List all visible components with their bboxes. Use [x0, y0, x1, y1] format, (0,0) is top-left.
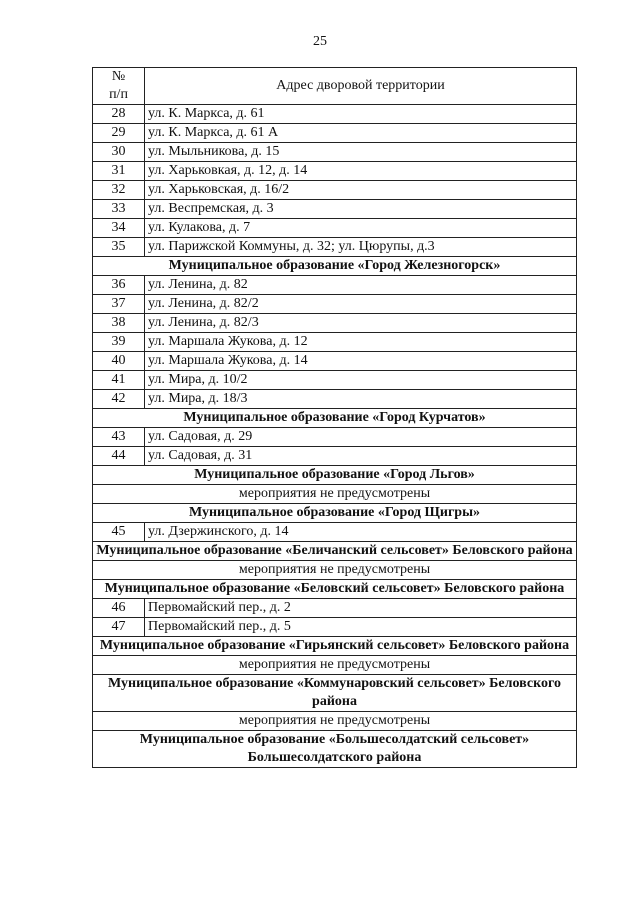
note-row [93, 561, 577, 580]
page-number: 25 [313, 34, 327, 49]
section-header-row [93, 409, 577, 428]
table-row [93, 295, 577, 314]
no-activities-note: мероприятия не предусмотрены [93, 561, 577, 580]
row-address: ул. Ленина, д. 82/3 [145, 314, 577, 333]
row-address: Первомайский пер., д. 2 [145, 599, 577, 618]
table-row [93, 599, 577, 618]
note-row [93, 712, 577, 731]
row-number: 37 [93, 295, 145, 314]
municipality-title: Муниципальное образование «Коммунаровский сельсовет» Беловского района [93, 675, 577, 712]
row-address: ул. Садовая, д. 29 [145, 428, 577, 447]
row-number: 42 [93, 390, 145, 409]
table-row [93, 447, 577, 466]
row-number: 28 [93, 105, 145, 124]
section-header-row [93, 637, 577, 656]
table-row [93, 428, 577, 447]
row-address: ул. Харьковкая, д. 12, д. 14 [145, 162, 577, 181]
table-row [93, 181, 577, 200]
row-address: ул. Ленина, д. 82/2 [145, 295, 577, 314]
row-number: 43 [93, 428, 145, 447]
municipality-title: Муниципальное образование «Беличанский сельсовет» Беловского района [93, 542, 577, 561]
column-header-address: Адрес дворовой территории [145, 68, 577, 105]
municipality-title: Муниципальное образование «Город Железногорск» [93, 257, 577, 276]
municipality-title: Муниципальное образование «Город Курчатов» [93, 409, 577, 428]
no-activities-note: мероприятия не предусмотрены [93, 712, 577, 731]
row-address: ул. Кулакова, д. 7 [145, 219, 577, 238]
row-number: 47 [93, 618, 145, 637]
row-address: ул. Мыльникова, д. 15 [145, 143, 577, 162]
table-row [93, 333, 577, 352]
table-row [93, 200, 577, 219]
row-address: Первомайский пер., д. 5 [145, 618, 577, 637]
row-number: 40 [93, 352, 145, 371]
row-number: 38 [93, 314, 145, 333]
section-header-row [93, 504, 577, 523]
row-address: ул. Садовая, д. 31 [145, 447, 577, 466]
table-row [93, 618, 577, 637]
row-address: ул. Парижской Коммуны, д. 32; ул. Цюрупы, д.3 [145, 238, 577, 257]
row-number: 36 [93, 276, 145, 295]
section-header-row [93, 466, 577, 485]
section-header-row [93, 580, 577, 599]
table-row [93, 105, 577, 124]
row-number: 29 [93, 124, 145, 143]
row-number: 45 [93, 523, 145, 542]
table-row [93, 314, 577, 333]
row-number: 33 [93, 200, 145, 219]
row-address: ул. Ленина, д. 82 [145, 276, 577, 295]
row-number: 39 [93, 333, 145, 352]
column-header-number [93, 68, 145, 105]
row-address: ул. Веспремская, д. 3 [145, 200, 577, 219]
section-header-row [93, 542, 577, 561]
row-address: ул. Мира, д. 10/2 [145, 371, 577, 390]
table-row [93, 390, 577, 409]
row-number: 31 [93, 162, 145, 181]
no-activities-note: мероприятия не предусмотрены [93, 485, 577, 504]
section-header-row [93, 257, 577, 276]
row-address: ул. Харьковская, д. 16/2 [145, 181, 577, 200]
row-number: 34 [93, 219, 145, 238]
row-address: ул. Маршала Жукова, д. 14 [145, 352, 577, 371]
row-number: 35 [93, 238, 145, 257]
row-number: 44 [93, 447, 145, 466]
municipality-title: Муниципальное образование «Беловский сельсовет» Беловского района [93, 580, 577, 599]
no-activities-note: мероприятия не предусмотрены [93, 656, 577, 675]
table-header-row [93, 68, 577, 105]
column-header-number-text: № п/п [109, 69, 128, 102]
table-row [93, 371, 577, 390]
table-row [93, 124, 577, 143]
municipality-title: Муниципальное образование «Большесолдатский сельсовет» Большесолдатского района [93, 731, 577, 768]
row-address: ул. Маршала Жукова, д. 12 [145, 333, 577, 352]
note-row [93, 485, 577, 504]
table-row [93, 162, 577, 181]
section-header-row [93, 731, 577, 768]
table-row [93, 219, 577, 238]
table-row [93, 276, 577, 295]
row-address: ул. Дзержинского, д. 14 [145, 523, 577, 542]
municipality-title: Муниципальное образование «Гирьянский сельсовет» Беловского района [93, 637, 577, 656]
table-row [93, 238, 577, 257]
row-number: 41 [93, 371, 145, 390]
section-header-row [93, 675, 577, 712]
table-row [93, 352, 577, 371]
row-address: ул. К. Маркса, д. 61 [145, 105, 577, 124]
address-table [92, 67, 577, 768]
row-number: 32 [93, 181, 145, 200]
municipality-title: Муниципальное образование «Город Льгов» [93, 466, 577, 485]
row-number: 46 [93, 599, 145, 618]
row-number: 30 [93, 143, 145, 162]
municipality-title: Муниципальное образование «Город Щигры» [93, 504, 577, 523]
row-address: ул. Мира, д. 18/3 [145, 390, 577, 409]
row-address: ул. К. Маркса, д. 61 А [145, 124, 577, 143]
table-row [93, 143, 577, 162]
table-row [93, 523, 577, 542]
note-row [93, 656, 577, 675]
